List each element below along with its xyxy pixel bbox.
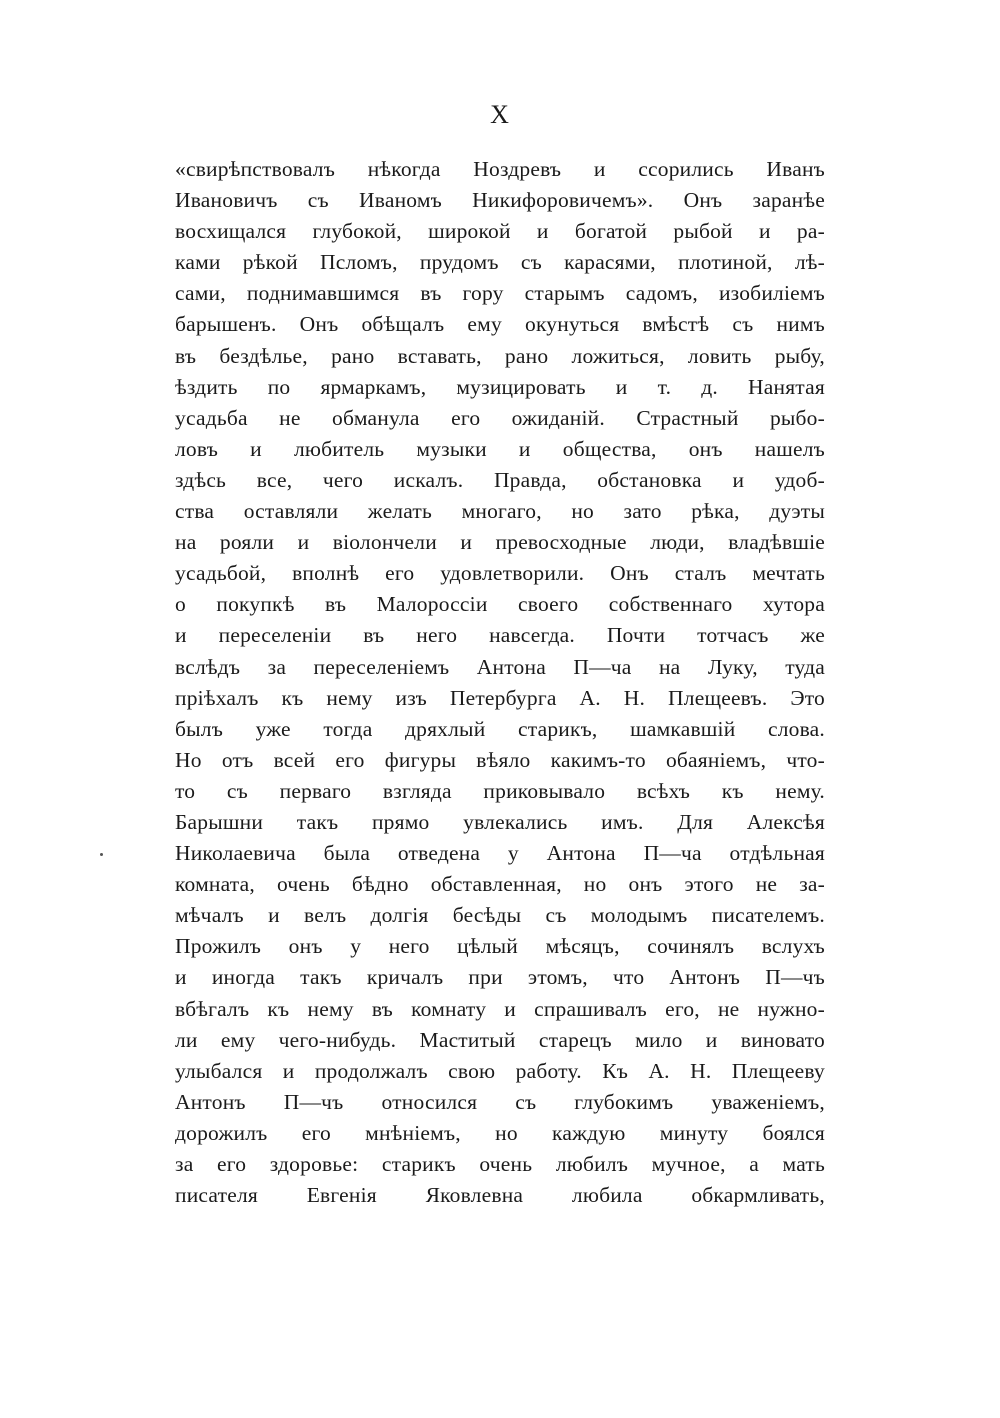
text-line: въ бездѣлье, рано вставать, рано ложиться, ловить рыбу, <box>175 343 825 368</box>
text-line: и иногда такъ кричалъ при этомъ, что Антонъ П—чъ <box>175 965 825 990</box>
text-line: на рояли и віолончели и превосходные люди, владѣвшіе <box>175 530 825 555</box>
text-line: пріѣхалъ къ нему изъ Петербурга А. Н. Плещеевъ. Это <box>175 685 825 710</box>
text-line: «свирѣпствовалъ нѣкогда Ноздревъ и ссорились Иванъ <box>175 157 825 181</box>
text-line: Барышни такъ прямо увлекались имъ. Для Алексѣя <box>175 809 825 834</box>
text-line: мѣчалъ и велъ долгія бесѣды съ молодымъ писателемъ. <box>175 903 825 928</box>
text-line: сами, поднимавшимся въ гору старымъ садомъ, изобиліемъ <box>175 281 825 306</box>
text-line: ства оставляли желать многаго, но зато рѣка, дуэты <box>175 499 825 524</box>
text-line: и переселеніи въ него навсегда. Почти тотчасъ же <box>175 623 825 648</box>
text-line: былъ уже тогда дряхлый старикъ, шамкавшій слова. <box>175 716 825 741</box>
text-line: вбѣгалъ къ нему въ комнату и спрашивалъ его, не нужно- <box>175 996 825 1021</box>
text-line: Но отъ всей его фигуры вѣяло какимъ-то обаяніемъ, что- <box>175 747 825 772</box>
text-line: дорожилъ его мнѣніемъ, но каждую минуту боялся <box>175 1120 825 1145</box>
text-line: Прожилъ онъ у него цѣлый мѣсяцъ, сочинялъ вслухъ <box>175 934 825 959</box>
text-line: вслѣдъ за переселеніемъ Антона П—ча на Луку, туда <box>175 654 825 679</box>
text-line: Антонъ П—чъ относился съ глубокимъ уваженіемъ, <box>175 1089 825 1114</box>
text-line: комната, очень бѣдно обставленная, но онъ этого не за- <box>175 872 825 897</box>
text-line: улыбался и продолжалъ свою работу. Къ А. Н. Плещееву <box>175 1058 825 1083</box>
text-line: ѣздить по ярмаркамъ, музицировать и т. д. Нанятая <box>175 374 825 399</box>
text-line: барышенъ. Онъ обѣщалъ ему окунуться вмѣстѣ съ нимъ <box>175 312 825 337</box>
text-line: восхищался глубокой, широкой и богатой рыбой и ра- <box>175 219 825 244</box>
text-line: ками рѣкой Псломъ, прудомъ съ карасями, плотиной, лѣ- <box>175 250 825 275</box>
text-line: писателя Евгенія Яковлевна любила обкармливать, <box>175 1183 825 1208</box>
text-line: о покупкѣ въ Малороссіи своего собственнаго хутора <box>175 592 825 617</box>
text-line: усадьба не обманула его ожиданій. Страстный рыбо- <box>175 405 825 430</box>
text-line: здѣсь все, чего искалъ. Правда, обстановка и удоб- <box>175 467 825 492</box>
text-line: усадьбой, вполнѣ его удовлетворили. Онъ сталъ мечтать <box>175 561 825 586</box>
text-line: ли ему чего-нибудь. Маститый старецъ мило и виновато <box>175 1027 825 1052</box>
text-line: за его здоровье: старикъ очень любилъ мучное, а мать <box>175 1152 825 1176</box>
text-line: ловъ и любитель музыки и общества, онъ нашелъ <box>175 436 825 461</box>
text-line: то съ перваго взгляда приковывало всѣхъ къ нему. <box>175 778 825 803</box>
body-text <box>175 154 825 1211</box>
text-line: Ивановичъ съ Иваномъ Никифоровичемъ». Онъ заранѣе <box>175 188 825 213</box>
page-number: X <box>490 100 510 129</box>
text-line: Николаевича была отведена у Антона П—ча отдѣльная <box>175 841 825 866</box>
scan-speck <box>100 853 103 856</box>
